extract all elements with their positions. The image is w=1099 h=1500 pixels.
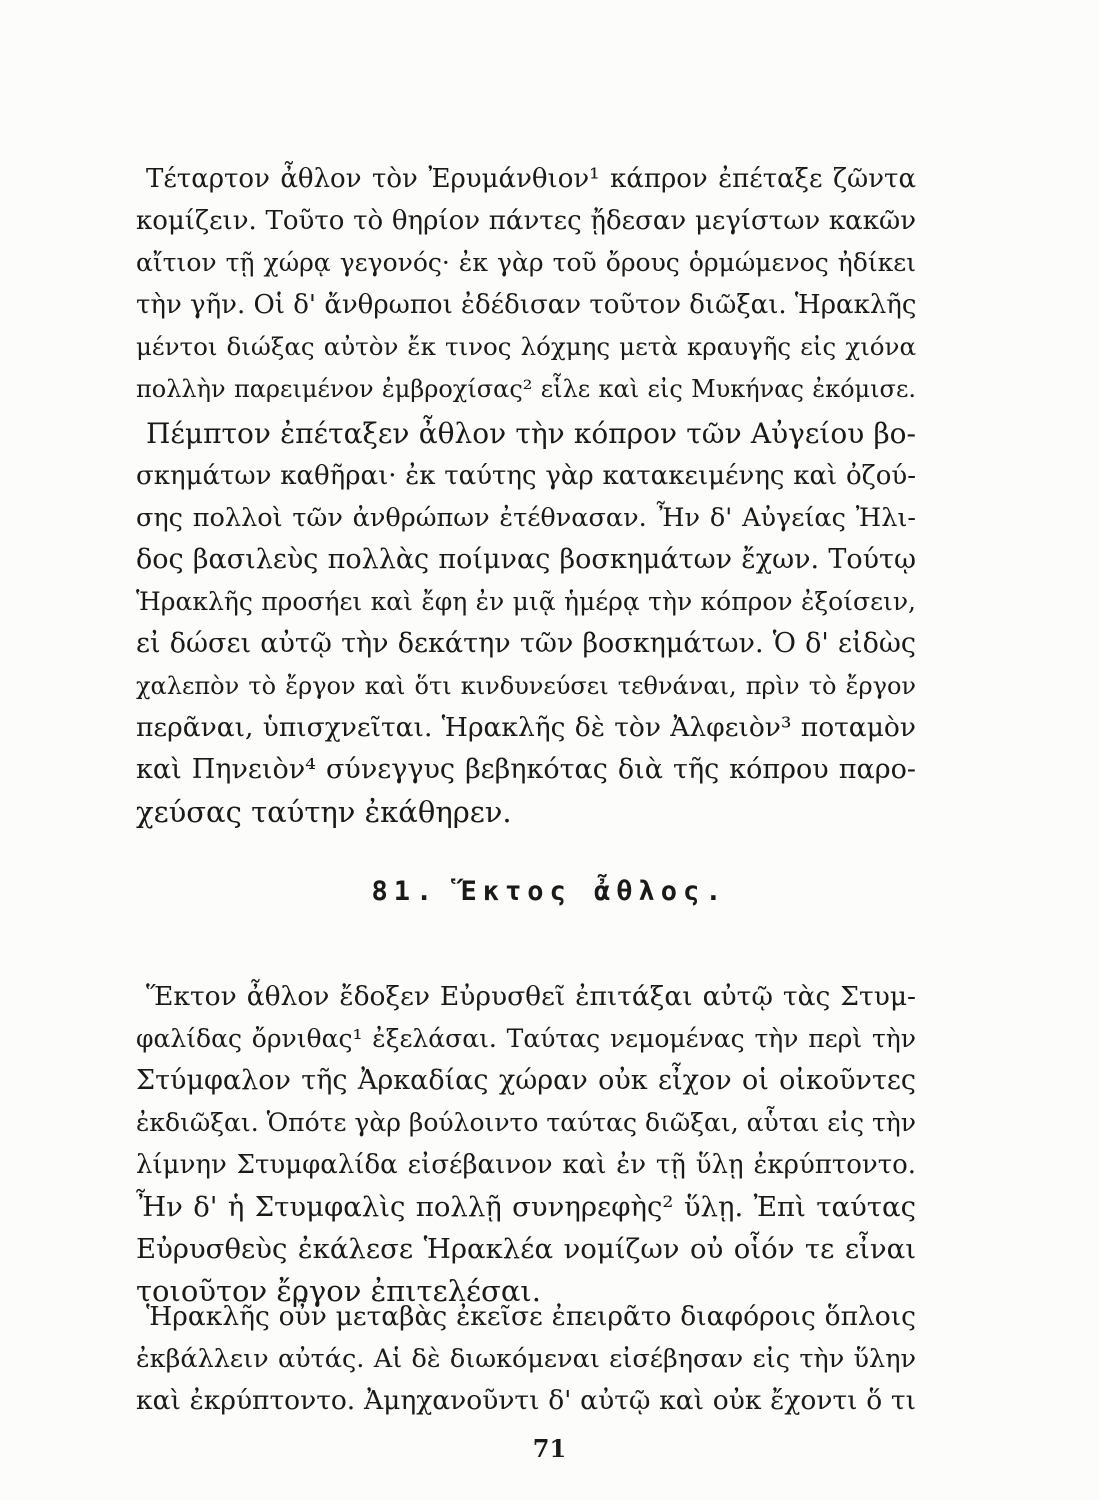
text-line: τὴν γῆν. Οἱ δ' ἄνθρωποι ἐδέδισαν τοῦτον διῶξαι. Ἡρακλῆς <box>136 290 917 320</box>
text-line: χαλεπὸν τὸ ἔργον καὶ ὅτι κινδυνεύσει τεθνάναι, πρὶν τὸ ἔργον <box>136 672 916 700</box>
text-line: Στύμφαλον τῆς Ἀρκαδίας χώραν οὐκ εἶχον οἱ οἰκοῦντες <box>136 1065 916 1096</box>
text-line: εἰ δώσει αὐτῷ τὴν δεκάτην τῶν βοσκημάτων. Ὁ δ' εἰδὼς <box>136 628 916 659</box>
text-line: Ἡρακλῆς οὖν μεταβὰς ἐκεῖσε ἐπειρᾶτο διαφόροις ὅπλοις <box>146 1301 916 1332</box>
text-line: Ἡρακλῆς προσήει καὶ ἔφη ἐν μιᾷ ἡμέρᾳ τὴν κόπρον ἐξοίσειν, <box>136 587 916 616</box>
text-line: Ἕκτον ἆθλον ἔδοξεν Εὐρυσθεῖ ἐπιτάξαι αὐτῷ τὰς Στυμ- <box>146 981 916 1012</box>
text-line: χεύσας ταύτην ἐκάθηρεν. <box>136 795 512 829</box>
text-line: Εὐρυσθεὺς ἐκάλεσε Ἡρακλέα νομίζων οὐ οἷόν τε εἶναι <box>136 1233 916 1265</box>
page-number: 71 <box>532 1434 567 1463</box>
text-line: τοιοῦτον ἔργον ἐπιτελέσαι. <box>136 1274 541 1308</box>
text-line: Ἦν δ' ἡ Στυμφαλὶς πολλῇ συνηρεφὴς² ὕλῃ. Ἐπὶ ταύτας <box>136 1191 916 1223</box>
paragraph-sixth-labour <box>136 976 916 1312</box>
paragraph-fourth-labour <box>136 158 916 410</box>
paragraph-fifth-labour <box>136 413 916 833</box>
text-line: ἐκδιῶξαι. Ὁπότε γὰρ βούλοιντο ταύτας διῶξαι, αὗται εἰς τὴν <box>136 1108 916 1137</box>
text-line: πολλὴν παρειμένον ἐμβροχίσας² εἷλε καὶ εἰς Μυκήνας ἐκόμισε. <box>136 375 916 403</box>
text-line: καὶ ἐκρύπτοντο. Ἀμηχανοῦντι δ' αὐτῷ καὶ οὐκ ἔχοντι ὅ τι <box>136 1385 916 1416</box>
text-line: φαλίδας ὄρνιθας¹ ἐξελάσαι. Ταύτας νεμομένας τὴν περὶ τὴν <box>136 1024 916 1053</box>
text-line: αἴτιον τῇ χώρᾳ γεγονός· ἐκ γὰρ τοῦ ὄρους ὁρμώμενος ἠδίκει <box>136 248 916 277</box>
text-line: μέντοι διώξας αὐτὸν ἔκ τινος λόχμης μετὰ κραυγῆς εἰς χιόνα <box>136 332 916 361</box>
text-line: Τέταρτον ἆθλον τὸν Ἐρυμάνθιον¹ κάπρον ἐπέταξε ζῶντα <box>146 164 916 194</box>
text-line: δος βασιλεὺς πολλὰς ποίμνας βοσκημάτων ἔχων. Τούτῳ <box>136 544 916 575</box>
paragraph-sixth-labour-continued <box>136 1296 916 1422</box>
text-line: καὶ Πηνειὸν⁴ σύνεγγυς βεβηκότας διὰ τῆς κόπρου παρο- <box>136 754 916 785</box>
section-heading: 81. Ἕκτος ἆθλος. <box>371 876 728 907</box>
text-line: σης πολλοὶ τῶν ἀνθρώπων ἐτέθνασαν. Ἦν δ' Αὐγείας Ἠλι- <box>136 503 916 533</box>
text-line: λίμνην Στυμφαλίδα εἰσέβαινον καὶ ἐν τῇ ὕλῃ ἐκρύπτοντο. <box>136 1150 916 1180</box>
text-line: ἐκβάλλειν αὐτάς. Αἱ δὲ διωκόμεναι εἰσέβησαν εἰς τὴν ὕλην <box>136 1344 916 1374</box>
text-line: κομίζειν. Τοῦτο τὸ θηρίον πάντες ᾔδεσαν μεγίστων κακῶν <box>136 206 916 236</box>
text-line: περᾶναι, ὑπισχνεῖται. Ἡρακλῆς δὲ τὸν Ἀλφειὸν³ ποταμὸν <box>136 712 916 743</box>
text-line: σκημάτων καθῆραι· ἐκ ταύτης γὰρ κατακειμένης καὶ ὀζού- <box>136 461 916 491</box>
text-line: Πέμπτον ἐπέταξεν ἆθλον τὴν κόπρον τῶν Αὐγείου βο- <box>146 417 916 450</box>
